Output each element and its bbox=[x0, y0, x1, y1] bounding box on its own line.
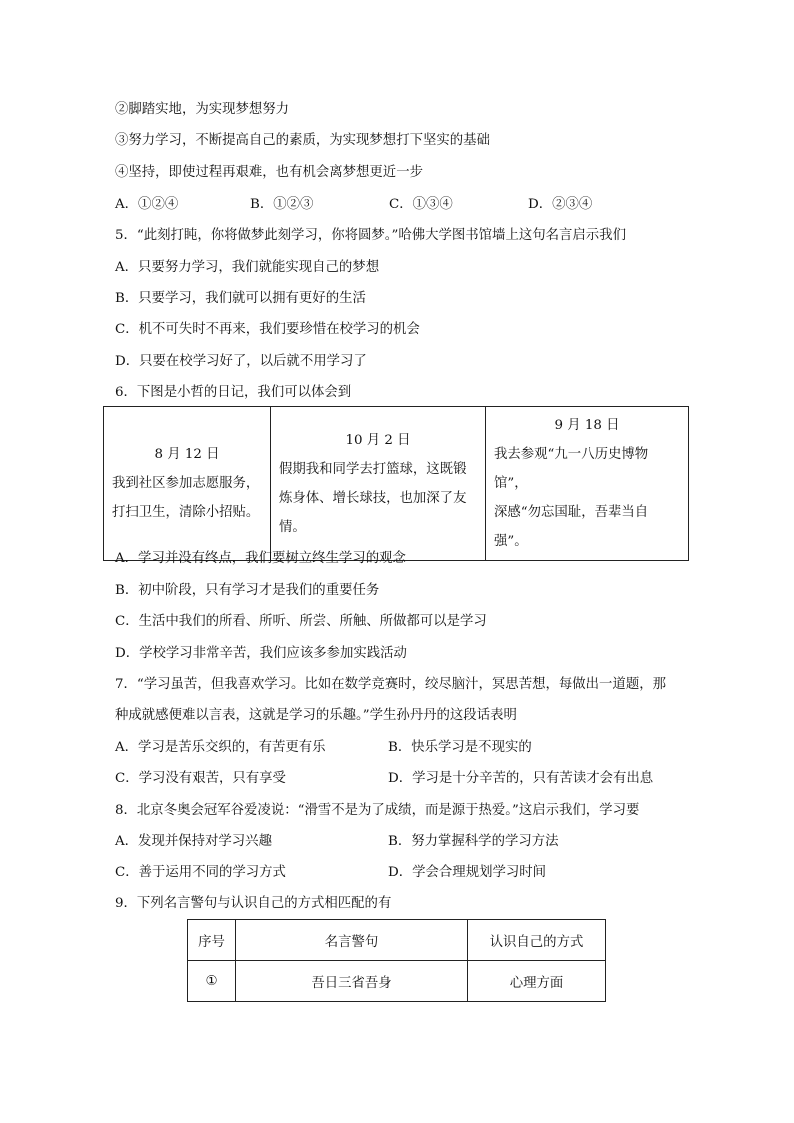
q7-option-b[interactable]: B．快乐学习是不现实的 bbox=[388, 740, 532, 755]
q9-stem: 9．下列名言警句与认识自己的方式相匹配的有 bbox=[115, 896, 392, 911]
q7-option-c[interactable]: C．学习没有艰苦，只有享受 bbox=[115, 771, 286, 786]
header-index: 序号 bbox=[188, 920, 236, 961]
table-header-row bbox=[188, 920, 606, 961]
quote-table bbox=[187, 919, 606, 1002]
q5-option-c[interactable]: C．机不可失时不再来，我们要珍惜在校学习的机会 bbox=[115, 322, 420, 337]
table-row bbox=[188, 961, 606, 1002]
diary-date-2: 10 月 2 日 bbox=[345, 432, 411, 448]
row-index: ① bbox=[188, 961, 236, 1002]
q6-option-a[interactable]: A．学习并没有终点，我们要树立终生学习的观念 bbox=[115, 551, 406, 566]
q4-item-3: ③努力学习，不断提高自己的素质，为实现梦想打下坚实的基础 bbox=[115, 133, 490, 148]
q4-option-b[interactable]: B．①②③ bbox=[250, 197, 314, 212]
q7-stem-line-1: 7．“学习虽苦，但我喜欢学习。比如在数学竞赛时，绞尽脑汁，冥思苦想，每做出一道题，那 bbox=[115, 677, 666, 692]
q6-stem: 6．下图是小哲的日记，我们可以体会到 bbox=[115, 385, 352, 400]
row-quote: 吾日三省吾身 bbox=[236, 961, 468, 1002]
diary-date-1: 8 月 12 日 bbox=[154, 447, 220, 462]
q8-stem: 8．北京冬奥会冠军谷爱凌说：“滑雪不是为了成绩，而是源于热爱。”这启示我们，学习要 bbox=[115, 803, 640, 818]
q8-option-c[interactable]: C．善于运用不同的学习方式 bbox=[115, 865, 286, 880]
header-quote: 名言警句 bbox=[236, 920, 468, 961]
q8-option-a[interactable]: A．发现并保持对学习兴趣 bbox=[115, 834, 272, 849]
q4-option-a[interactable]: A．①②④ bbox=[115, 197, 179, 212]
q7-stem-line-2: 种成就感便难以言表，这就是学习的乐趣。”学生孙丹丹的这段话表明 bbox=[115, 708, 517, 723]
diary-cell-2 bbox=[271, 407, 486, 561]
diary-text-2-line-3: 情。 bbox=[279, 519, 306, 535]
q6-option-b[interactable]: B．初中阶段，只有学习才是我们的重要任务 bbox=[115, 583, 380, 598]
diary-text-2-line-2: 炼身体、增长球技，也加深了友 bbox=[279, 490, 467, 506]
diary-date-3: 9 月 18 日 bbox=[554, 418, 620, 433]
q8-option-d[interactable]: D．学会合理规划学习时间 bbox=[388, 865, 547, 880]
diary-cell-3 bbox=[486, 407, 689, 561]
q4-option-d[interactable]: D．②③④ bbox=[528, 197, 593, 212]
diary-cell-1 bbox=[104, 407, 271, 561]
diary-text-3-line-2: 深感“勿忘国耻，吾辈当自强”。 bbox=[494, 505, 649, 549]
q7-option-d[interactable]: D．学习是十分辛苦的，只有苦读才会有出息 bbox=[388, 771, 654, 786]
diary-text-3-line-1: 我去参观“九一八历史博物馆”， bbox=[494, 447, 649, 491]
q5-option-a[interactable]: A．只要努力学习，我们就能实现自己的梦想 bbox=[115, 260, 380, 275]
q4-item-2: ②脚踏实地，为实现梦想努力 bbox=[115, 102, 290, 117]
row-method: 心理方面 bbox=[468, 961, 606, 1002]
diary-text-1-line-1: 我到社区参加志愿服务， bbox=[112, 476, 260, 491]
diary-table bbox=[103, 406, 689, 561]
q7-option-a[interactable]: A．学习是苦乐交织的，有苦更有乐 bbox=[115, 740, 326, 755]
header-method: 认识自己的方式 bbox=[468, 920, 606, 961]
q6-option-c[interactable]: C．生活中我们的所看、所听、所尝、所触、所做都可以是学习 bbox=[115, 614, 487, 629]
diary-text-2-line-1: 假期我和同学去打篮球，这既锻 bbox=[279, 461, 467, 477]
q5-stem: 5．“此刻打盹，你将做梦此刻学习，你将圆梦。”哈佛大学图书馆墙上这句名言启示我们 bbox=[115, 228, 626, 243]
q6-option-d[interactable]: D．学校学习非常辛苦，我们应该多参加实践活动 bbox=[115, 646, 407, 661]
q5-option-b[interactable]: B．只要学习，我们就可以拥有更好的生活 bbox=[115, 291, 366, 306]
q8-option-b[interactable]: B．努力掌握科学的学习方法 bbox=[388, 834, 559, 849]
q4-option-c[interactable]: C．①③④ bbox=[389, 197, 453, 212]
diary-text-1-line-2: 打扫卫生，清除小招贴。 bbox=[112, 505, 260, 520]
q5-option-d[interactable]: D．只要在校学习好了，以后就不用学习了 bbox=[115, 354, 367, 369]
q4-item-4: ④坚持，即使过程再艰难，也有机会离梦想更近一步 bbox=[115, 165, 423, 180]
